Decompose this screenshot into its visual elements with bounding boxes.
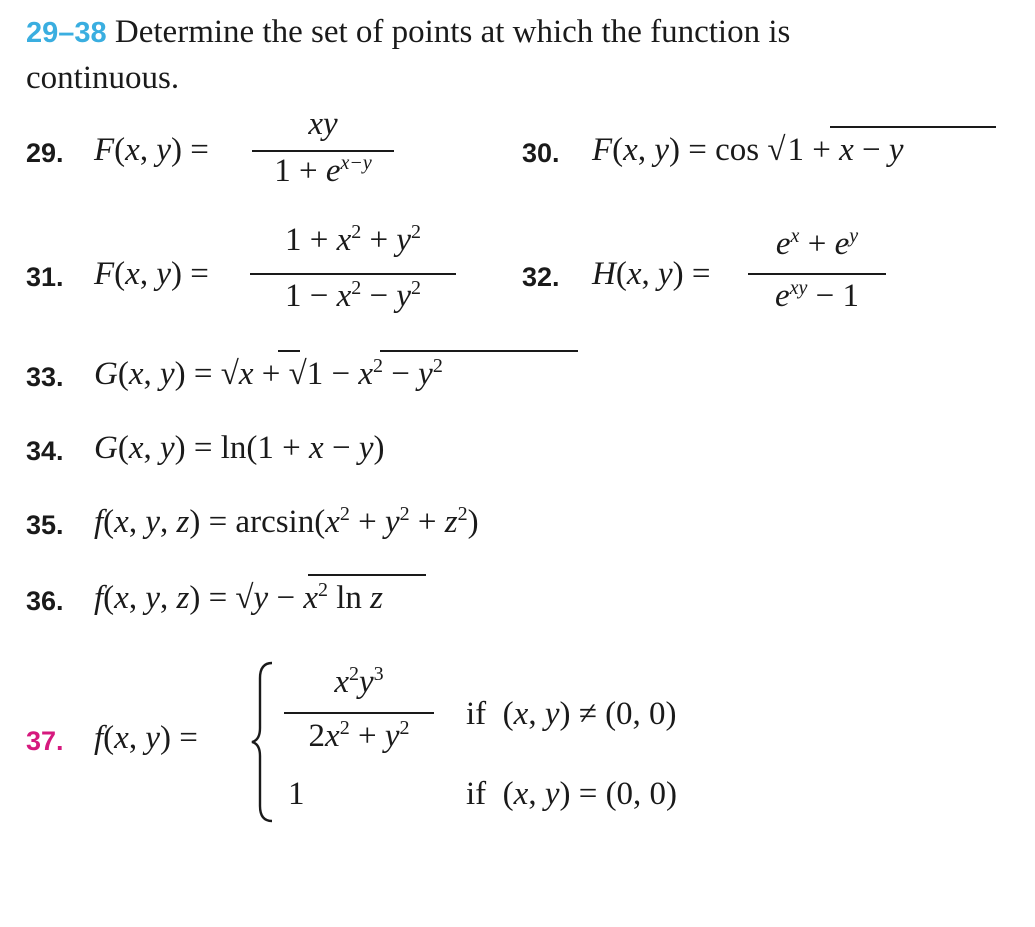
problem-29-denominator: $1 + e^{x-y}$ bbox=[274, 152, 372, 189]
problem-31-fraction-bar bbox=[250, 273, 456, 275]
problem-31-lhs: F(x, y) = bbox=[94, 256, 209, 292]
problem-32-number: 32. bbox=[522, 262, 560, 292]
problem-33-radical-bar-1 bbox=[278, 350, 300, 352]
problem-31-number: 31. bbox=[26, 262, 64, 292]
problem-34-number: 34. bbox=[26, 436, 64, 466]
problem-33-expression: G(x, $y) = √x + √1 - x^2 - y^2$ bbox=[94, 355, 443, 392]
problem-36-number: 36. bbox=[26, 586, 64, 616]
problem-37-case1-condition: if (x, y) ≠ (0, 0) bbox=[466, 696, 677, 732]
instruction-line2: continuous. bbox=[26, 60, 180, 96]
problem-37-lhs: f(x, y) = bbox=[94, 720, 198, 756]
problem-30-number: 30. bbox=[522, 138, 560, 168]
problem-32-fraction-bar bbox=[748, 273, 886, 275]
problem-37-case2-value: 1 bbox=[288, 776, 305, 812]
problem-35-expression: f(x, y, $z) = \arcsin(x^2 + y^2 + z^2)$ bbox=[94, 503, 479, 540]
problem-35-number: 35. bbox=[26, 510, 64, 540]
problem-32-denominator: $e^{xy} - 1$ bbox=[774, 277, 860, 314]
problem-36-radical-bar bbox=[308, 574, 426, 576]
problem-29-fraction-bar bbox=[252, 150, 394, 152]
problem-37-case1-numerator: $x^2y^3$ bbox=[334, 663, 384, 700]
problem-31-denominator: $1 - x^2 - y^2$ bbox=[284, 277, 422, 314]
problem-32-numerator: $e^x + e^y$ bbox=[775, 225, 859, 262]
problem-37-case1-denominator: $2x^2 + y^2$ bbox=[308, 717, 410, 754]
instruction-text: Determine the set of points at which the function is bbox=[114, 14, 791, 50]
problem-31-numerator: $1 + x^2 + y^2$ bbox=[284, 221, 422, 258]
problem-29-numerator: xy bbox=[308, 106, 338, 142]
problem-32-lhs: H(x, y) = bbox=[592, 256, 711, 292]
problem-36-expression: f(x, y, $z) = √y - x^2$ ln z bbox=[94, 579, 383, 616]
problem-37-fraction-bar bbox=[284, 712, 434, 714]
problem-33-radical-bar-2 bbox=[380, 350, 578, 352]
problem-37-case2-condition: if (x, y) = (0, 0) bbox=[466, 776, 678, 812]
problem-34-expression: G(x, y) = ln(1 + x − y) bbox=[94, 430, 385, 466]
problem-33-number: 33. bbox=[26, 362, 64, 392]
problem-37-number: 37. bbox=[26, 726, 64, 756]
problem-30-radical-bar bbox=[830, 126, 996, 128]
problem-range: 29–38 bbox=[26, 17, 107, 49]
problem-29-number: 29. bbox=[26, 138, 64, 168]
problem-29-lhs: F(x, y) = bbox=[94, 132, 209, 168]
instruction bbox=[26, 14, 790, 51]
problem-37-brace bbox=[248, 660, 278, 824]
problem-30-expression: F(x, y) = cos √1 + x − y bbox=[592, 132, 904, 168]
